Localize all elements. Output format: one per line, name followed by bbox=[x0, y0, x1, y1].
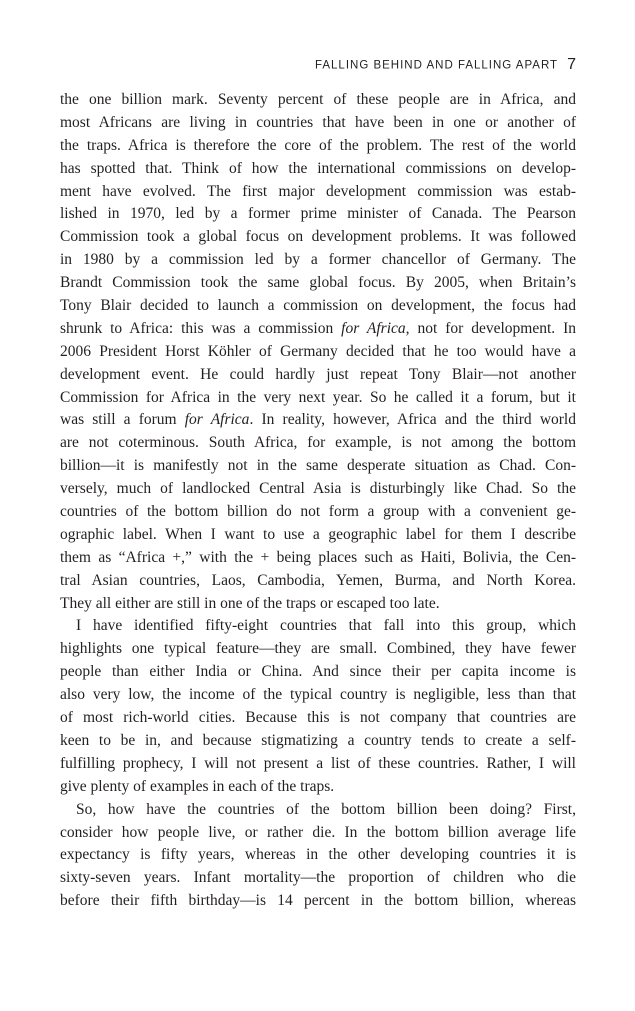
running-head bbox=[60, 56, 576, 74]
italic-text: for Africa, bbox=[341, 319, 410, 337]
text-line: billion—it is manifestly not in the same desperate situation as Chad. Con- bbox=[60, 457, 576, 475]
text-line: most Africans are living in countries that have been in one or another of bbox=[60, 113, 576, 131]
text-line: 2006 President Horst Köhler of Germany decided that he too would have a bbox=[60, 342, 576, 360]
text-line: consider how people live, or rather die. In the bottom billion average life bbox=[60, 823, 576, 841]
text-line: Commission took a global focus on development problems. It was followed bbox=[60, 228, 576, 246]
text-line: expectancy is fifty years, whereas in the other developing countries it is bbox=[60, 846, 576, 864]
text-line: fulfilling prophecy, I will not present a list of these countries. Rather, I will bbox=[60, 754, 576, 772]
text-line: keen to be in, and because stigmatizing a country tends to create a self- bbox=[60, 731, 576, 749]
text-line: sixty-seven years. Infant mortality—the proportion of children who die bbox=[60, 869, 576, 887]
text-line: also very low, the income of the typical country is negligible, less than that bbox=[60, 686, 576, 704]
text-line: I have identified fifty-eight countries that fall into this group, which bbox=[76, 617, 576, 635]
text-line: ographic label. When I want to use a geographic label for them I describe bbox=[60, 525, 576, 543]
body-text bbox=[60, 89, 576, 913]
text-line: people than either India or China. And since their per capita income is bbox=[60, 663, 576, 681]
text-line: the traps. Africa is therefore the core of the problem. The rest of the world bbox=[60, 136, 576, 154]
text-line: shrunk to Africa: this was a commission for Africa, not for development. In bbox=[60, 319, 576, 337]
text-line: Tony Blair decided to launch a commission on development, the focus had bbox=[60, 297, 576, 315]
paragraph-2 bbox=[60, 615, 576, 798]
text-line: tral Asian countries, Laos, Cambodia, Yemen, Burma, and North Korea. bbox=[60, 571, 576, 589]
text-line: countries of the bottom billion do not form a group with a convenient ge- bbox=[60, 503, 576, 521]
text-line: of most rich-world cities. Because this is not company that countries are bbox=[60, 709, 576, 727]
text-line: in 1980 by a commission led by a former chancellor of Germany. The bbox=[60, 251, 576, 269]
italic-text: for Africa bbox=[184, 411, 250, 429]
text-line: They all either are still in one of the traps or escaped too late. bbox=[60, 594, 440, 612]
text-line: was still a forum for Africa. In reality, however, Africa and the third world bbox=[60, 411, 576, 429]
text-line: give plenty of examples in each of the traps. bbox=[60, 777, 335, 795]
text-line: the one billion mark. Seventy percent of these people are in Africa, and bbox=[60, 91, 576, 108]
text-line: Commission for Africa in the very next year. So he called it a forum, but it bbox=[60, 388, 576, 406]
text-line: ment have evolved. The first major development commission was estab- bbox=[60, 182, 576, 200]
text-line: versely, much of landlocked Central Asia is disturbingly like Chad. So the bbox=[60, 480, 576, 498]
text-line: them as “Africa +,” with the + being places such as Haiti, Bolivia, the Cen- bbox=[60, 548, 576, 566]
page-number: 7 bbox=[567, 56, 576, 74]
paragraph-3 bbox=[60, 799, 576, 913]
text-line: development event. He could hardly just repeat Tony Blair—not another bbox=[60, 365, 576, 383]
text-line: has spotted that. Think of how the international commissions on develop- bbox=[60, 159, 576, 177]
text-line: are not coterminous. South Africa, for example, is not among the bottom bbox=[60, 434, 576, 452]
text-line: Brandt Commission took the same global focus. By 2005, when Britain’s bbox=[60, 274, 576, 292]
running-head-title: FALLING BEHIND AND FALLING APART bbox=[314, 59, 559, 72]
text-line: lished in 1970, led by a former prime minister of Canada. The Pearson bbox=[60, 205, 576, 223]
text-line: before their fifth birthday—is 14 percent in the bottom billion, whereas bbox=[60, 892, 576, 910]
text-line: highlights one typical feature—they are small. Combined, they have fewer bbox=[60, 640, 576, 658]
paragraph-1 bbox=[60, 89, 576, 615]
text-line: So, how have the countries of the bottom billion been doing? First, bbox=[76, 800, 576, 818]
